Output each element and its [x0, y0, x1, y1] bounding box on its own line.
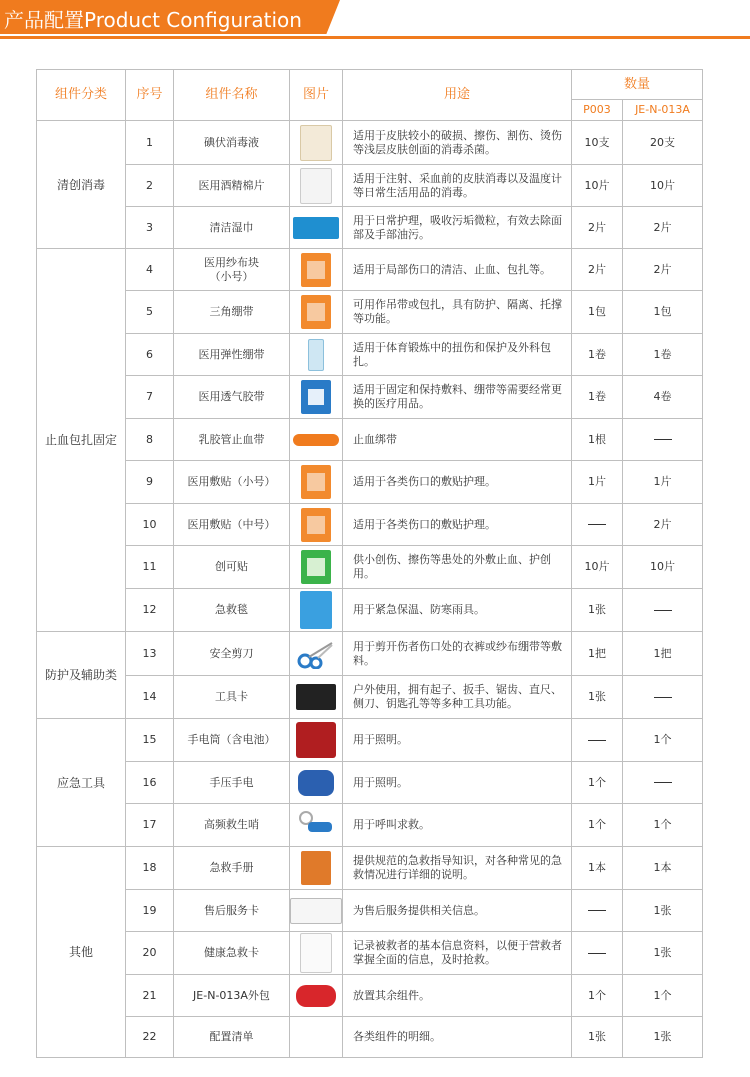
configuration-table: [36, 69, 703, 1058]
table-row: [37, 249, 703, 291]
quantity-model-a: [572, 719, 623, 762]
table-row: [37, 504, 703, 546]
health-card-icon: [300, 933, 332, 973]
index-cell: 18: [126, 847, 174, 890]
component-name: 医用酒精棉片: [174, 165, 290, 207]
quantity-model-b: 1个: [623, 975, 703, 1017]
table-row: [37, 632, 703, 676]
dash: [654, 610, 672, 611]
header-index: 序号: [126, 70, 174, 121]
usage-cell: 适用于皮肤较小的破损、擦伤、割伤、烫伤等浅层皮肤创面的消毒杀菌。: [343, 121, 572, 165]
banner-line: [0, 36, 750, 39]
first-aid-manual-icon: [301, 851, 331, 885]
dressing-medium-icon: [301, 508, 331, 542]
table-row: [37, 932, 703, 975]
image-cell: [290, 291, 343, 334]
quantity-model-b: 1片: [623, 461, 703, 504]
quantity-model-a: 2片: [572, 249, 623, 291]
elastic-bandage-icon: [308, 339, 324, 371]
image-cell: [290, 504, 343, 546]
table-row: [37, 461, 703, 504]
dressing-small-icon: [301, 465, 331, 499]
table-row: [37, 165, 703, 207]
usage-cell: 适用于固定和保持敷料、绷带等需要经常更换的医疗用品。: [343, 376, 572, 419]
table-row: [37, 376, 703, 419]
component-name: 高频救生哨: [174, 804, 290, 847]
quantity-model-b: [623, 589, 703, 632]
scissors-icon: [296, 639, 336, 669]
quantity-model-a: 1卷: [572, 376, 623, 419]
table-row: [37, 546, 703, 589]
quantity-model-a: [572, 932, 623, 975]
quantity-model-b: 1张: [623, 890, 703, 932]
index-cell: 21: [126, 975, 174, 1017]
quantity-model-a: 10片: [572, 165, 623, 207]
image-cell: [290, 207, 343, 249]
quantity-model-b: 1包: [623, 291, 703, 334]
index-cell: 12: [126, 589, 174, 632]
image-cell: [290, 932, 343, 975]
hand-crank-flashlight-icon: [298, 770, 334, 796]
usage-cell: 适用于体育锻炼中的扭伤和保护及外科包扎。: [343, 334, 572, 376]
component-name: 清洁湿巾: [174, 207, 290, 249]
quantity-model-a: 1把: [572, 632, 623, 676]
quantity-model-b: 1张: [623, 932, 703, 975]
table-body: [37, 121, 703, 1058]
table-row: [37, 121, 703, 165]
dash: [588, 953, 606, 954]
banner-title: 产品配置Product Configuration: [4, 8, 302, 32]
usage-cell: 用于照明。: [343, 762, 572, 804]
quantity-model-a: 1卷: [572, 334, 623, 376]
component-name: 三角绷带: [174, 291, 290, 334]
image-cell: [290, 165, 343, 207]
quantity-model-b: 2片: [623, 249, 703, 291]
image-cell: [290, 762, 343, 804]
component-name: 乳胶管止血带: [174, 419, 290, 461]
dash: [654, 782, 672, 783]
header-category: 组件分类: [37, 70, 126, 121]
service-card-icon: [290, 898, 342, 924]
tool-card-icon: [296, 684, 336, 710]
index-cell: 15: [126, 719, 174, 762]
image-cell: [290, 719, 343, 762]
usage-cell: 供小创伤、擦伤等患处的外敷止血、护创用。: [343, 546, 572, 589]
image-cell: [290, 546, 343, 589]
dash: [654, 439, 672, 440]
image-cell: [290, 975, 343, 1017]
usage-cell: 为售后服务提供相关信息。: [343, 890, 572, 932]
image-cell: [290, 376, 343, 419]
quantity-model-a: 1张: [572, 676, 623, 719]
quantity-model-a: 1个: [572, 762, 623, 804]
index-cell: 9: [126, 461, 174, 504]
table-row: [37, 975, 703, 1017]
table-row: [37, 589, 703, 632]
header-model-b: JE-N-013A: [623, 100, 703, 121]
index-cell: 1: [126, 121, 174, 165]
header-model-a: P003: [572, 100, 623, 121]
image-cell: [290, 461, 343, 504]
quantity-model-a: 1片: [572, 461, 623, 504]
component-name: 医用纱布块 （小号）: [174, 249, 290, 291]
usage-cell: 适用于各类伤口的敷贴护理。: [343, 461, 572, 504]
alcohol-pad-icon: [300, 168, 332, 204]
table-row: [37, 676, 703, 719]
index-cell: 14: [126, 676, 174, 719]
usage-cell: 用于照明。: [343, 719, 572, 762]
table-row: [37, 419, 703, 461]
component-name: 急救手册: [174, 847, 290, 890]
iodine-swab-icon: [300, 125, 332, 161]
image-cell: [290, 589, 343, 632]
index-cell: 7: [126, 376, 174, 419]
index-cell: 11: [126, 546, 174, 589]
quantity-model-b: 2片: [623, 504, 703, 546]
table-row: [37, 762, 703, 804]
dash: [588, 524, 606, 525]
image-cell: [290, 676, 343, 719]
index-cell: 20: [126, 932, 174, 975]
quantity-model-b: 1卷: [623, 334, 703, 376]
image-cell: [290, 334, 343, 376]
index-cell: 10: [126, 504, 174, 546]
image-cell: [290, 804, 343, 847]
dash: [588, 910, 606, 911]
outer-bag-icon: [296, 985, 336, 1007]
image-cell: [290, 890, 343, 932]
dash: [654, 697, 672, 698]
usage-cell: 止血绑带: [343, 419, 572, 461]
quantity-model-a: 10片: [572, 546, 623, 589]
component-name: 医用敷贴（小号）: [174, 461, 290, 504]
quantity-model-a: 1张: [572, 1017, 623, 1058]
quantity-model-b: 10片: [623, 165, 703, 207]
index-cell: 6: [126, 334, 174, 376]
usage-cell: 放置其余组件。: [343, 975, 572, 1017]
quantity-model-b: [623, 419, 703, 461]
component-name: 售后服务卡: [174, 890, 290, 932]
component-name: 配置清单: [174, 1017, 290, 1058]
usage-cell: 户外使用，拥有起子、扳手、锯齿、直尺、侧刀、钥匙孔等等多种工具功能。: [343, 676, 572, 719]
table-row: [37, 291, 703, 334]
component-name: 安全剪刀: [174, 632, 290, 676]
quantity-model-b: 1本: [623, 847, 703, 890]
category-cell: 清创消毒: [37, 121, 126, 249]
quantity-model-a: 1包: [572, 291, 623, 334]
usage-cell: 适用于各类伤口的敷贴护理。: [343, 504, 572, 546]
header-image: 图片: [290, 70, 343, 121]
dash: [588, 740, 606, 741]
usage-cell: 用于日常护理，吸收污垢微粒，有效去除面部及手部油污。: [343, 207, 572, 249]
usage-cell: 适用于注射、采血前的皮肤消毒以及温度计等日常生活用品的消毒。: [343, 165, 572, 207]
quantity-model-a: [572, 504, 623, 546]
usage-cell: 各类组件的明细。: [343, 1017, 572, 1058]
index-cell: 16: [126, 762, 174, 804]
quantity-model-b: 10片: [623, 546, 703, 589]
quantity-model-a: 1张: [572, 589, 623, 632]
header-name: 组件名称: [174, 70, 290, 121]
header-usage: 用途: [343, 70, 572, 121]
table-row: [37, 719, 703, 762]
quantity-model-a: [572, 890, 623, 932]
image-cell: [290, 847, 343, 890]
image-cell: [290, 249, 343, 291]
header-quantity: 数量: [572, 70, 703, 100]
image-cell: [290, 121, 343, 165]
image-cell: [290, 419, 343, 461]
header-banner: [0, 0, 750, 40]
component-name: 手电筒（含电池）: [174, 719, 290, 762]
quantity-model-b: 20支: [623, 121, 703, 165]
quantity-model-b: 1把: [623, 632, 703, 676]
usage-cell: 提供规范的急救指导知识，对各种常见的急救情况进行详细的说明。: [343, 847, 572, 890]
quantity-model-b: 1个: [623, 804, 703, 847]
category-cell: 防护及辅助类: [37, 632, 126, 719]
category-cell: 应急工具: [37, 719, 126, 847]
component-name: 手压手电: [174, 762, 290, 804]
table-row: [37, 1017, 703, 1058]
quantity-model-a: 10支: [572, 121, 623, 165]
quantity-model-a: 1个: [572, 804, 623, 847]
index-cell: 13: [126, 632, 174, 676]
quantity-model-b: 4卷: [623, 376, 703, 419]
quantity-model-a: 2片: [572, 207, 623, 249]
component-name: 急救毯: [174, 589, 290, 632]
index-cell: 4: [126, 249, 174, 291]
quantity-model-b: 1个: [623, 719, 703, 762]
flashlight-icon: [296, 722, 336, 758]
whistle-icon: [298, 810, 334, 840]
component-name: 健康急救卡: [174, 932, 290, 975]
table-row: [37, 890, 703, 932]
quantity-model-b: 1张: [623, 1017, 703, 1058]
index-cell: 3: [126, 207, 174, 249]
table-row: [37, 804, 703, 847]
usage-cell: 可用作吊带或包扎，具有防护、隔离、托撑等功能。: [343, 291, 572, 334]
index-cell: 5: [126, 291, 174, 334]
index-cell: 17: [126, 804, 174, 847]
index-cell: 8: [126, 419, 174, 461]
component-name: 医用弹性绷带: [174, 334, 290, 376]
quantity-model-a: 1个: [572, 975, 623, 1017]
component-name: JE-N-013A外包: [174, 975, 290, 1017]
table-row: [37, 334, 703, 376]
table-row: [37, 847, 703, 890]
quantity-model-b: [623, 762, 703, 804]
category-cell: 其他: [37, 847, 126, 1058]
image-cell: [290, 632, 343, 676]
image-cell: [290, 1017, 343, 1058]
usage-cell: 记录被救者的基本信息资料，以便于营救者掌握全面的信息，及时抢救。: [343, 932, 572, 975]
quantity-model-a: 1本: [572, 847, 623, 890]
medical-tape-icon: [301, 380, 331, 414]
usage-cell: 适用于局部伤口的清洁、止血、包扎等。: [343, 249, 572, 291]
quantity-model-b: 2片: [623, 207, 703, 249]
wet-wipe-icon: [293, 217, 339, 239]
component-name: 工具卡: [174, 676, 290, 719]
tourniquet-icon: [293, 434, 339, 446]
quantity-model-a: 1根: [572, 419, 623, 461]
emergency-blanket-icon: [300, 591, 332, 629]
component-name: 创可贴: [174, 546, 290, 589]
table-row: [37, 207, 703, 249]
triangle-bandage-icon: [301, 295, 331, 329]
component-name: 医用敷贴（中号）: [174, 504, 290, 546]
usage-cell: 用于紧急保温、防寒雨具。: [343, 589, 572, 632]
quantity-model-b: [623, 676, 703, 719]
index-cell: 2: [126, 165, 174, 207]
usage-cell: 用于呼叫求救。: [343, 804, 572, 847]
index-cell: 22: [126, 1017, 174, 1058]
usage-cell: 用于剪开伤者伤口处的衣裤或纱布绷带等敷料。: [343, 632, 572, 676]
index-cell: 19: [126, 890, 174, 932]
gauze-pad-icon: [301, 253, 331, 287]
category-cell: 止血包扎固定: [37, 249, 126, 632]
band-aid-icon: [301, 550, 331, 584]
component-name: 医用透气胶带: [174, 376, 290, 419]
component-name: 碘伏消毒液: [174, 121, 290, 165]
